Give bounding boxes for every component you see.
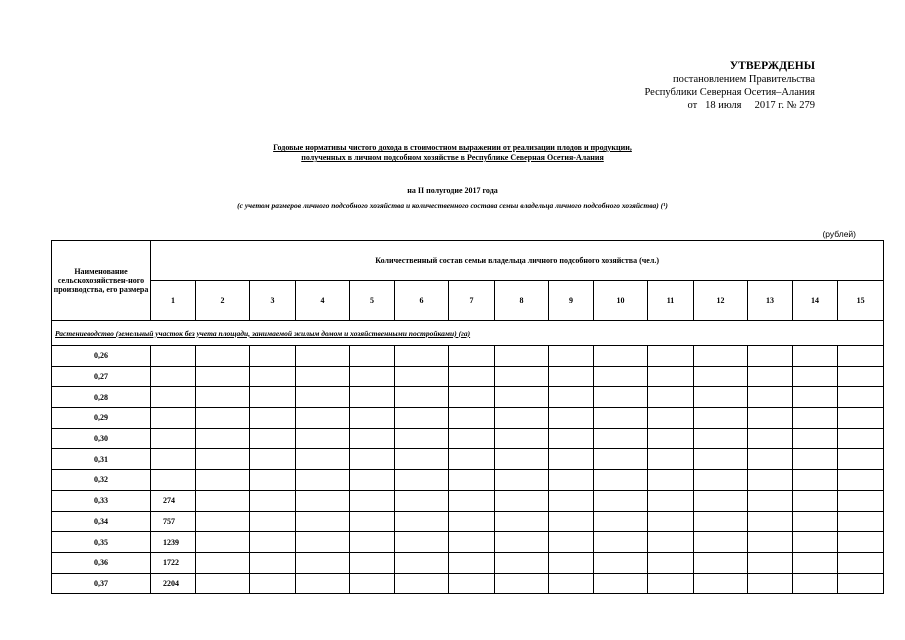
table-cell <box>250 573 296 594</box>
table-cell <box>250 449 296 470</box>
table-cell <box>838 408 884 429</box>
table-cell <box>449 346 495 367</box>
table-cell <box>250 552 296 573</box>
table-cell <box>495 470 549 491</box>
table-row <box>52 573 884 594</box>
table-cell <box>793 490 838 511</box>
table-cell <box>694 511 748 532</box>
table-cell <box>648 552 694 573</box>
approval-line-2: Республики Северная Осетия–Алания <box>644 87 815 98</box>
column-number-header: 9 <box>549 281 594 321</box>
column-number-header: 6 <box>395 281 449 321</box>
table-cell <box>151 470 196 491</box>
table-cell <box>648 532 694 553</box>
table-cell <box>449 552 495 573</box>
table-cell <box>350 449 395 470</box>
table-cell <box>748 387 793 408</box>
row-size-label: 0,34 <box>52 511 151 532</box>
table-cell <box>748 428 793 449</box>
column-number-header: 1 <box>151 281 196 321</box>
table-cell <box>694 387 748 408</box>
table-cell <box>594 532 648 553</box>
table-cell <box>296 449 350 470</box>
table-cell <box>793 408 838 429</box>
column-number-header: 4 <box>296 281 350 321</box>
table-cell <box>296 490 350 511</box>
table-cell <box>648 387 694 408</box>
column-number-header: 11 <box>648 281 694 321</box>
table-cell <box>495 346 549 367</box>
row-size-label: 0,27 <box>52 366 151 387</box>
table-cell <box>395 449 449 470</box>
column-number-header: 12 <box>694 281 748 321</box>
table-cell <box>495 511 549 532</box>
table-cell <box>594 490 648 511</box>
table-cell <box>296 511 350 532</box>
table-row <box>52 449 884 470</box>
table-cell <box>350 532 395 553</box>
table-cell <box>549 490 594 511</box>
table-cell <box>748 573 793 594</box>
table-cell <box>350 573 395 594</box>
column-number-header: 15 <box>838 281 884 321</box>
table-cell <box>694 573 748 594</box>
table-cell <box>196 408 250 429</box>
table-cell <box>549 408 594 429</box>
approval-date-day: 18 июля <box>705 100 742 111</box>
table-cell <box>196 552 250 573</box>
table-cell <box>793 552 838 573</box>
table-cell <box>648 449 694 470</box>
table-cell: 274 <box>151 490 196 511</box>
table-cell <box>648 428 694 449</box>
table-cell <box>594 552 648 573</box>
table-cell <box>549 346 594 367</box>
table-cell <box>694 490 748 511</box>
table-cell <box>250 346 296 367</box>
table-cell <box>594 387 648 408</box>
table-cell <box>296 366 350 387</box>
table-cell <box>196 470 250 491</box>
table-cell <box>449 449 495 470</box>
table-cell: 1239 <box>151 532 196 553</box>
table-cell <box>296 408 350 429</box>
table-row <box>52 511 884 532</box>
family-size-group-header: Количественный состав семьи владельца личного подсобного хозяйства (чел.) <box>151 241 884 281</box>
table-cell <box>549 573 594 594</box>
table-cell <box>838 387 884 408</box>
table-cell <box>296 532 350 553</box>
table-cell <box>694 552 748 573</box>
table-cell <box>594 449 648 470</box>
table-cell <box>350 490 395 511</box>
table-cell <box>748 511 793 532</box>
table-cell <box>495 490 549 511</box>
table-cell <box>350 470 395 491</box>
table-cell <box>495 387 549 408</box>
table-cell <box>748 470 793 491</box>
table-cell <box>549 366 594 387</box>
row-size-label: 0,36 <box>52 552 151 573</box>
table-cell <box>694 470 748 491</box>
table-cell <box>449 490 495 511</box>
table-row <box>52 366 884 387</box>
table-cell <box>549 428 594 449</box>
table-cell <box>350 552 395 573</box>
table-cell <box>748 366 793 387</box>
table-cell <box>793 449 838 470</box>
table-cell <box>395 346 449 367</box>
table-cell <box>395 428 449 449</box>
row-size-label: 0,33 <box>52 490 151 511</box>
table-cell <box>151 449 196 470</box>
table-cell <box>449 470 495 491</box>
table-cell <box>793 346 838 367</box>
table-cell <box>395 532 449 553</box>
table-cell <box>594 366 648 387</box>
table-cell <box>838 428 884 449</box>
row-size-label: 0,29 <box>52 408 151 429</box>
row-size-label: 0,28 <box>52 387 151 408</box>
table-cell <box>594 470 648 491</box>
table-cell <box>395 366 449 387</box>
row-size-label: 0,26 <box>52 346 151 367</box>
column-number-row <box>52 281 884 321</box>
table-cell <box>449 532 495 553</box>
table-cell <box>495 532 549 553</box>
document-title <box>0 143 905 163</box>
column-number-header: 3 <box>250 281 296 321</box>
table-cell <box>793 470 838 491</box>
table-cell <box>549 470 594 491</box>
table-cell <box>694 449 748 470</box>
table-cell <box>350 511 395 532</box>
table-cell <box>748 449 793 470</box>
table-cell <box>350 428 395 449</box>
table-cell <box>296 573 350 594</box>
name-column-header: Наименование сельскохозяйствен-ного производства, его размера <box>52 241 151 321</box>
approval-title: УТВЕРЖДЕНЫ <box>729 60 815 72</box>
table-cell <box>838 490 884 511</box>
norms-table <box>51 240 884 594</box>
table-cell <box>196 366 250 387</box>
table-cell <box>648 573 694 594</box>
table-cell <box>495 552 549 573</box>
table-cell <box>594 428 648 449</box>
table-cell <box>196 511 250 532</box>
table-cell <box>449 428 495 449</box>
table-cell <box>151 428 196 449</box>
approval-date-prefix: от <box>687 100 698 111</box>
table-row <box>52 346 884 367</box>
table-cell <box>250 408 296 429</box>
table-cell <box>196 449 250 470</box>
table-cell: 1722 <box>151 552 196 573</box>
table-cell <box>350 387 395 408</box>
table-cell <box>694 366 748 387</box>
table-cell <box>748 346 793 367</box>
table-cell <box>151 346 196 367</box>
table-cell <box>250 490 296 511</box>
table-cell <box>549 387 594 408</box>
table-cell <box>648 490 694 511</box>
table-cell <box>495 428 549 449</box>
table-row <box>52 470 884 491</box>
table-cell <box>250 511 296 532</box>
table-cell <box>250 532 296 553</box>
table-cell <box>549 449 594 470</box>
table-cell <box>250 428 296 449</box>
table-cell <box>838 552 884 573</box>
approval-line-1: постановлением Правительства <box>672 74 815 85</box>
section-header: Растениеводство (земельный участок без учета площади, занимаемой жилым домом и хозяйственными постройками) (га) <box>52 321 884 346</box>
table-cell <box>648 366 694 387</box>
table-cell <box>196 490 250 511</box>
table-row <box>52 387 884 408</box>
column-number-header: 8 <box>495 281 549 321</box>
table-cell <box>793 428 838 449</box>
table-cell <box>196 387 250 408</box>
table-cell <box>296 346 350 367</box>
table-cell <box>748 408 793 429</box>
table-cell <box>793 387 838 408</box>
row-size-label: 0,30 <box>52 428 151 449</box>
table-cell <box>196 573 250 594</box>
table-cell <box>549 511 594 532</box>
row-size-label: 0,31 <box>52 449 151 470</box>
table-cell <box>395 387 449 408</box>
table-cell <box>395 552 449 573</box>
table-cell <box>495 449 549 470</box>
table-cell <box>350 366 395 387</box>
table-cell <box>594 573 648 594</box>
column-number-header: 13 <box>748 281 793 321</box>
table-cell <box>793 366 838 387</box>
table-cell <box>694 428 748 449</box>
table-cell <box>296 428 350 449</box>
table-cell <box>250 387 296 408</box>
table-cell <box>594 346 648 367</box>
table-cell <box>449 573 495 594</box>
table-cell <box>151 387 196 408</box>
table-cell <box>838 573 884 594</box>
period-label: на II полугодие 2017 года <box>407 186 498 195</box>
table-cell <box>793 511 838 532</box>
table-cell <box>449 387 495 408</box>
column-number-header: 14 <box>793 281 838 321</box>
row-size-label: 0,37 <box>52 573 151 594</box>
table-cell <box>748 552 793 573</box>
unit-label: (рублей) <box>822 229 856 239</box>
table-cell <box>395 511 449 532</box>
table-cell <box>648 511 694 532</box>
table-cell <box>838 511 884 532</box>
note-label: (с учетом размеров личного подсобного хозяйства и количественного состава семьи владельца личного подсобного хозяйства) (¹) <box>237 201 668 210</box>
table-cell <box>296 470 350 491</box>
table-cell <box>395 490 449 511</box>
table-cell <box>838 449 884 470</box>
table-cell <box>196 428 250 449</box>
table-cell <box>549 532 594 553</box>
approval-date-year: 2017 г. № 279 <box>754 100 815 111</box>
table-cell <box>449 366 495 387</box>
table-cell <box>648 470 694 491</box>
table-cell <box>694 408 748 429</box>
column-number-header: 7 <box>449 281 495 321</box>
table-cell <box>350 346 395 367</box>
table-cell <box>838 366 884 387</box>
table-cell <box>495 408 549 429</box>
table-cell <box>495 573 549 594</box>
table-cell <box>296 387 350 408</box>
column-number-header: 5 <box>350 281 395 321</box>
table-row <box>52 552 884 573</box>
table-cell: 757 <box>151 511 196 532</box>
document-title-line-2: полученных в личном подсобном хозяйстве в Республике Северная Осетия-Алания <box>301 153 604 162</box>
table-row <box>52 490 884 511</box>
column-number-header: 2 <box>196 281 250 321</box>
approval-date <box>644 99 815 112</box>
table-cell <box>196 532 250 553</box>
table-cell <box>838 532 884 553</box>
table-cell <box>748 490 793 511</box>
document-title-line-1: Годовые нормативы чистого дохода в стоимостном выражении от реализации плодов и продукции, <box>273 143 632 152</box>
table-cell <box>449 511 495 532</box>
table-cell <box>793 573 838 594</box>
table-cell <box>838 470 884 491</box>
approval-block <box>644 59 815 112</box>
table-cell <box>350 408 395 429</box>
table-cell <box>196 346 250 367</box>
table-cell <box>838 346 884 367</box>
table-cell <box>395 408 449 429</box>
table-cell <box>549 552 594 573</box>
table-cell <box>648 346 694 367</box>
table-cell <box>151 366 196 387</box>
table-cell <box>594 511 648 532</box>
table-row <box>52 408 884 429</box>
table-cell <box>694 532 748 553</box>
table-cell <box>793 532 838 553</box>
table-cell <box>250 470 296 491</box>
table-cell <box>395 470 449 491</box>
table-cell: 2204 <box>151 573 196 594</box>
table-cell <box>694 346 748 367</box>
table-cell <box>250 366 296 387</box>
table-cell <box>449 408 495 429</box>
column-number-header: 10 <box>594 281 648 321</box>
table-cell <box>594 408 648 429</box>
row-size-label: 0,35 <box>52 532 151 553</box>
table-cell <box>395 573 449 594</box>
table-row <box>52 532 884 553</box>
table-cell <box>748 532 793 553</box>
table-row <box>52 428 884 449</box>
table-cell <box>296 552 350 573</box>
table-cell <box>648 408 694 429</box>
table-cell <box>495 366 549 387</box>
row-size-label: 0,32 <box>52 470 151 491</box>
table-cell <box>151 408 196 429</box>
